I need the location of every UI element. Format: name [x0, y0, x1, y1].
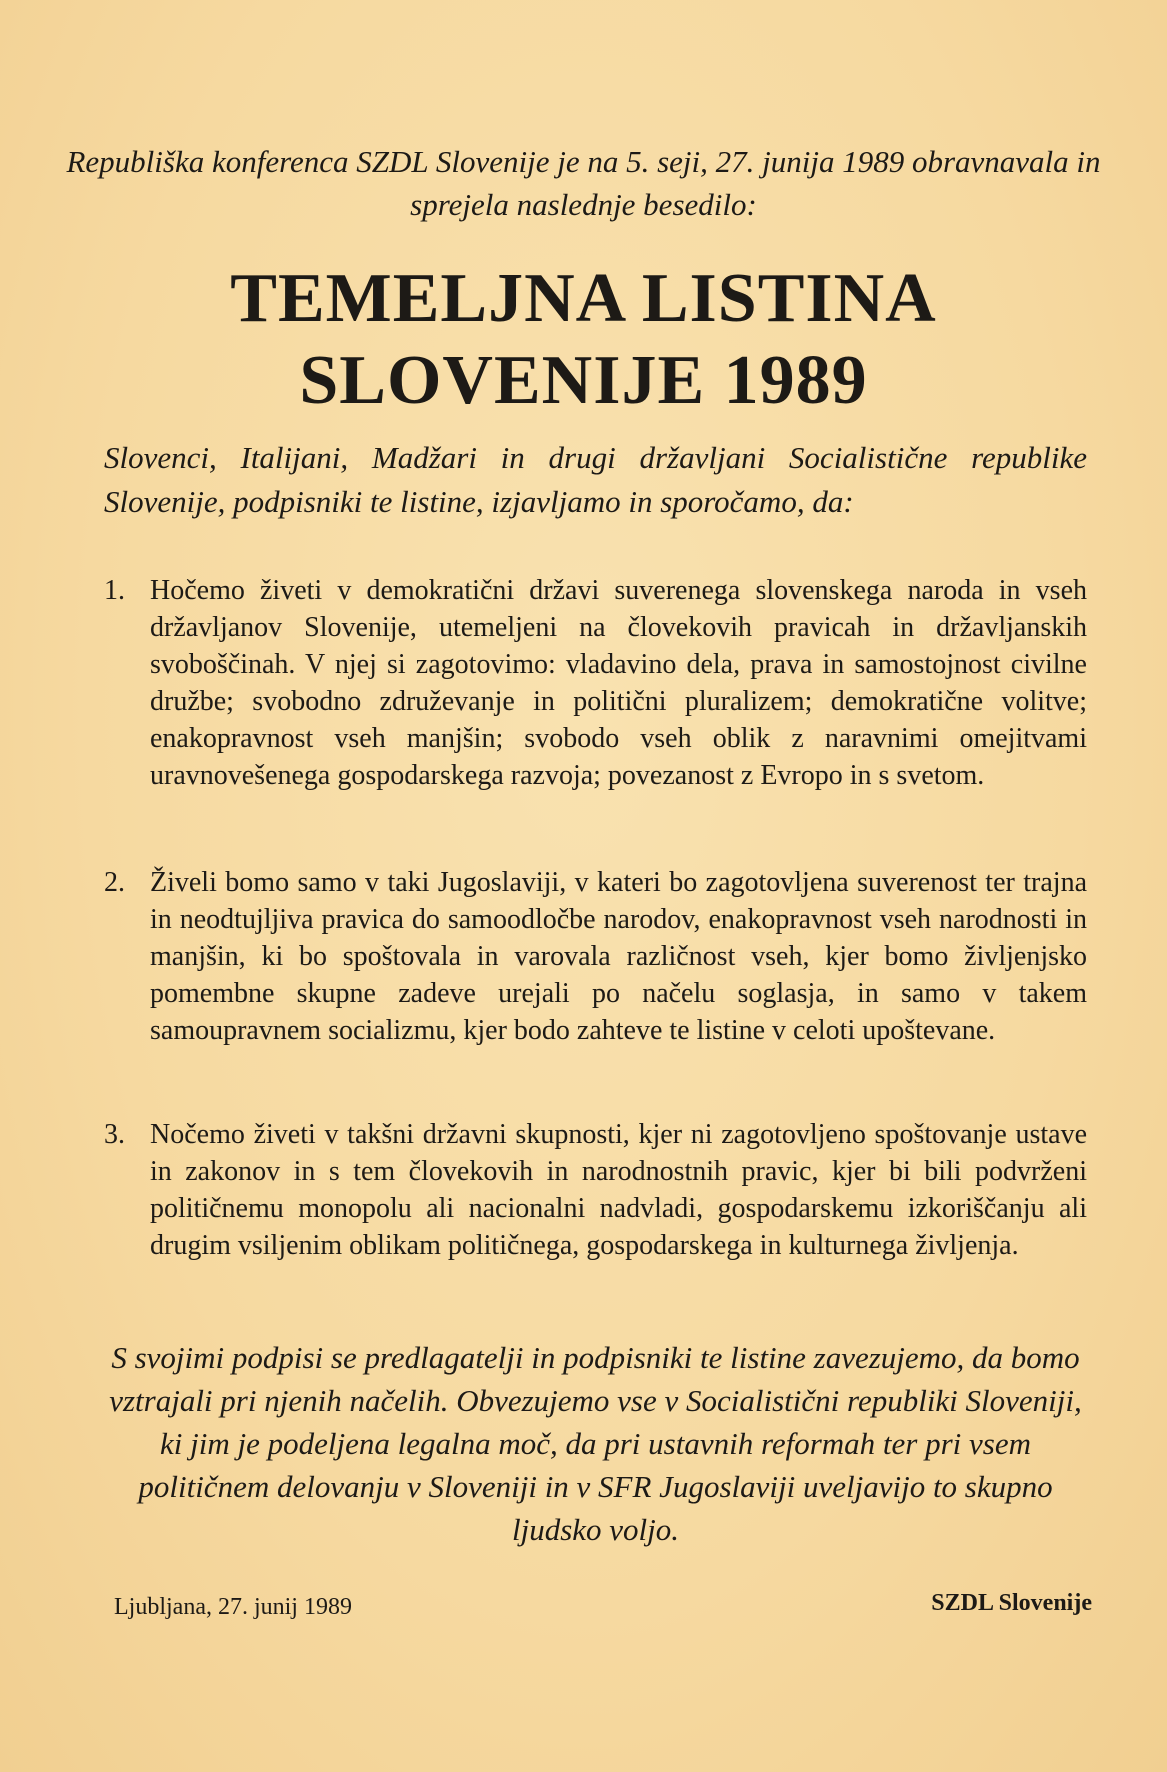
title-line-1: TEMELJNA LISTINA: [230, 260, 937, 337]
article-number: 1.: [104, 575, 125, 606]
article-text: Nočemo živeti v takšni državni skupnosti, kjer ni zagotovljeno spoštovanje ustave in zakonov in s tem človekovih in narodnostnih pravic, kjer bi bili podvrženi političnemu monopolu ali nacionalni nadvladi, gospodarskemu izkoriščanju ali drugim vsiljenim oblikam političnega, gospodarskega in kulturnega življenja.: [150, 1119, 1087, 1261]
closing-text: S svojimi podpisi se predlagatelji in podpisniki te listine zavezujemo, da bomo vztrajali pri njenih načelih. Obvezujemo vse v Socialistični republiki Sloveniji, ki jim je podeljena legalna moč, da pri ustavnih reformah ter pri vsem političnem delovanju v Sloveniji in v SFR Jugoslaviji uveljavijo to skupno ljudsko voljo.: [109, 1340, 1082, 1547]
signature: SZDL Slovenije: [931, 1590, 1092, 1616]
article-2: [104, 864, 1087, 1049]
article-number: 3.: [104, 1119, 125, 1150]
article-1: [104, 572, 1087, 794]
preamble-text: Slovenci, Italijani, Madžari in drugi državljani Socialistične republike Slovenije, podpisniki te listine, izjavljamo in sporočamo, da:: [104, 440, 1087, 519]
intro-text: Republiška konferenca SZDL Slovenije je na 5. seji, 27. junija 1989 obravnavala in sprejela naslednje besedilo:: [66, 144, 1101, 222]
article-text: Hočemo živeti v demokratični državi suverenega slovenskega naroda in vseh državljanov Slovenije, utemeljeni na človekovih pravicah in državljanskih svoboščinah. V njej si zagotovimo: vladavino dela, prava in samostojnost civilne družbe; svobodno združevanje in politični pluralizem; demokratične volitve; enakopravnost vseh manjšin; svobodo vseh oblik z naravnimi omejitvami uravnovešenega gospodarskega razvoja; povezanost z Evropo in s svetom.: [150, 575, 1087, 791]
title-line-2: SLOVENIJE 1989: [299, 342, 868, 419]
place-and-date: Ljubljana, 27. junij 1989: [114, 1594, 352, 1620]
article-text: Živeli bomo samo v taki Jugoslaviji, v kateri bo zagotovljena suverenost ter trajna in neodtujljiva pravica do samoodločbe narodov, enakopravnost vseh narodnosti in manjšin, ki bo spoštovala in varovala različnost vseh, kjer bomo življenjsko pomembne skupne zadeve urejali po načelu soglasja, in samo v takem samoupravnem socializmu, kjer bodo zahteve te listine v celoti upoštevane.: [150, 867, 1087, 1046]
article-3: [104, 1116, 1087, 1264]
document-title: [60, 258, 1107, 422]
article-number: 2.: [104, 867, 125, 898]
